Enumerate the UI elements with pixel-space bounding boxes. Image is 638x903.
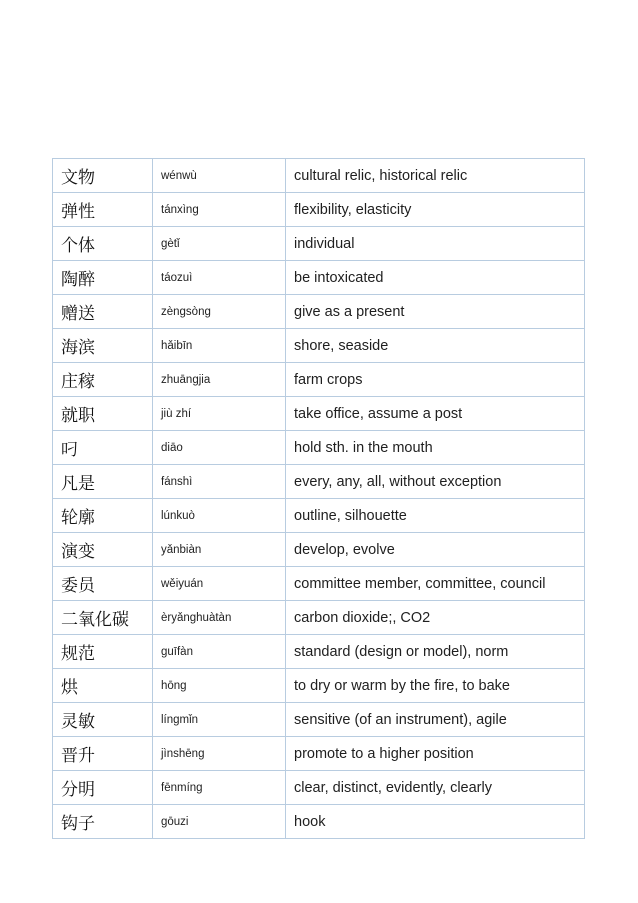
english-cell: committee member, committee, council <box>286 567 585 601</box>
pinyin-cell: hōng <box>153 669 286 703</box>
english-cell: take office, assume a post <box>286 397 585 431</box>
english-cell: hold sth. in the mouth <box>286 431 585 465</box>
pinyin-cell: tánxìng <box>153 193 286 227</box>
english-cell: standard (design or model), norm <box>286 635 585 669</box>
pinyin-cell: gōuzi <box>153 805 286 839</box>
pinyin-cell: guīfàn <box>153 635 286 669</box>
hanzi-cell: 灵敏 <box>53 703 153 737</box>
hanzi-cell: 二氧化碳 <box>53 601 153 635</box>
english-cell: farm crops <box>286 363 585 397</box>
table-row <box>53 465 585 499</box>
english-cell: promote to a higher position <box>286 737 585 771</box>
english-cell: flexibility, elasticity <box>286 193 585 227</box>
english-cell: hook <box>286 805 585 839</box>
table-row <box>53 737 585 771</box>
table-row <box>53 533 585 567</box>
pinyin-cell: hǎibīn <box>153 329 286 363</box>
hanzi-cell: 规范 <box>53 635 153 669</box>
vocabulary-table-body <box>53 159 585 839</box>
pinyin-cell: fánshì <box>153 465 286 499</box>
pinyin-cell: wénwù <box>153 159 286 193</box>
table-row <box>53 567 585 601</box>
pinyin-cell: gètǐ <box>153 227 286 261</box>
table-row <box>53 703 585 737</box>
hanzi-cell: 委员 <box>53 567 153 601</box>
pinyin-cell: língmǐn <box>153 703 286 737</box>
english-cell: cultural relic, historical relic <box>286 159 585 193</box>
table-row <box>53 363 585 397</box>
pinyin-cell: fēnmíng <box>153 771 286 805</box>
hanzi-cell: 演变 <box>53 533 153 567</box>
hanzi-cell: 凡是 <box>53 465 153 499</box>
hanzi-cell: 个体 <box>53 227 153 261</box>
pinyin-cell: èryǎnghuàtàn <box>153 601 286 635</box>
english-cell: every, any, all, without exception <box>286 465 585 499</box>
pinyin-cell: zèngsòng <box>153 295 286 329</box>
table-row <box>53 499 585 533</box>
hanzi-cell: 叼 <box>53 431 153 465</box>
pinyin-cell: lúnkuò <box>153 499 286 533</box>
hanzi-cell: 海滨 <box>53 329 153 363</box>
hanzi-cell: 赠送 <box>53 295 153 329</box>
english-cell: carbon dioxide;, CO2 <box>286 601 585 635</box>
pinyin-cell: wěiyuán <box>153 567 286 601</box>
english-cell: to dry or warm by the fire, to bake <box>286 669 585 703</box>
hanzi-cell: 就职 <box>53 397 153 431</box>
hanzi-cell: 轮廓 <box>53 499 153 533</box>
hanzi-cell: 庄稼 <box>53 363 153 397</box>
english-cell: outline, silhouette <box>286 499 585 533</box>
english-cell: shore, seaside <box>286 329 585 363</box>
pinyin-cell: yǎnbiàn <box>153 533 286 567</box>
english-cell: be intoxicated <box>286 261 585 295</box>
hanzi-cell: 分明 <box>53 771 153 805</box>
english-cell: sensitive (of an instrument), agile <box>286 703 585 737</box>
hanzi-cell: 陶醉 <box>53 261 153 295</box>
table-row <box>53 159 585 193</box>
hanzi-cell: 钩子 <box>53 805 153 839</box>
pinyin-cell: zhuāngjia <box>153 363 286 397</box>
table-row <box>53 669 585 703</box>
english-cell: clear, distinct, evidently, clearly <box>286 771 585 805</box>
pinyin-cell: jiù zhí <box>153 397 286 431</box>
pinyin-cell: diāo <box>153 431 286 465</box>
hanzi-cell: 晋升 <box>53 737 153 771</box>
table-row <box>53 227 585 261</box>
table-row <box>53 635 585 669</box>
table-row <box>53 431 585 465</box>
table-row <box>53 601 585 635</box>
english-cell: individual <box>286 227 585 261</box>
vocabulary-table <box>52 158 585 839</box>
table-row <box>53 295 585 329</box>
hanzi-cell: 烘 <box>53 669 153 703</box>
table-row <box>53 261 585 295</box>
table-row <box>53 193 585 227</box>
english-cell: develop, evolve <box>286 533 585 567</box>
table-row <box>53 805 585 839</box>
pinyin-cell: táozuì <box>153 261 286 295</box>
english-cell: give as a present <box>286 295 585 329</box>
pinyin-cell: jìnshēng <box>153 737 286 771</box>
table-row <box>53 771 585 805</box>
hanzi-cell: 弹性 <box>53 193 153 227</box>
table-row <box>53 397 585 431</box>
table-row <box>53 329 585 363</box>
hanzi-cell: 文物 <box>53 159 153 193</box>
